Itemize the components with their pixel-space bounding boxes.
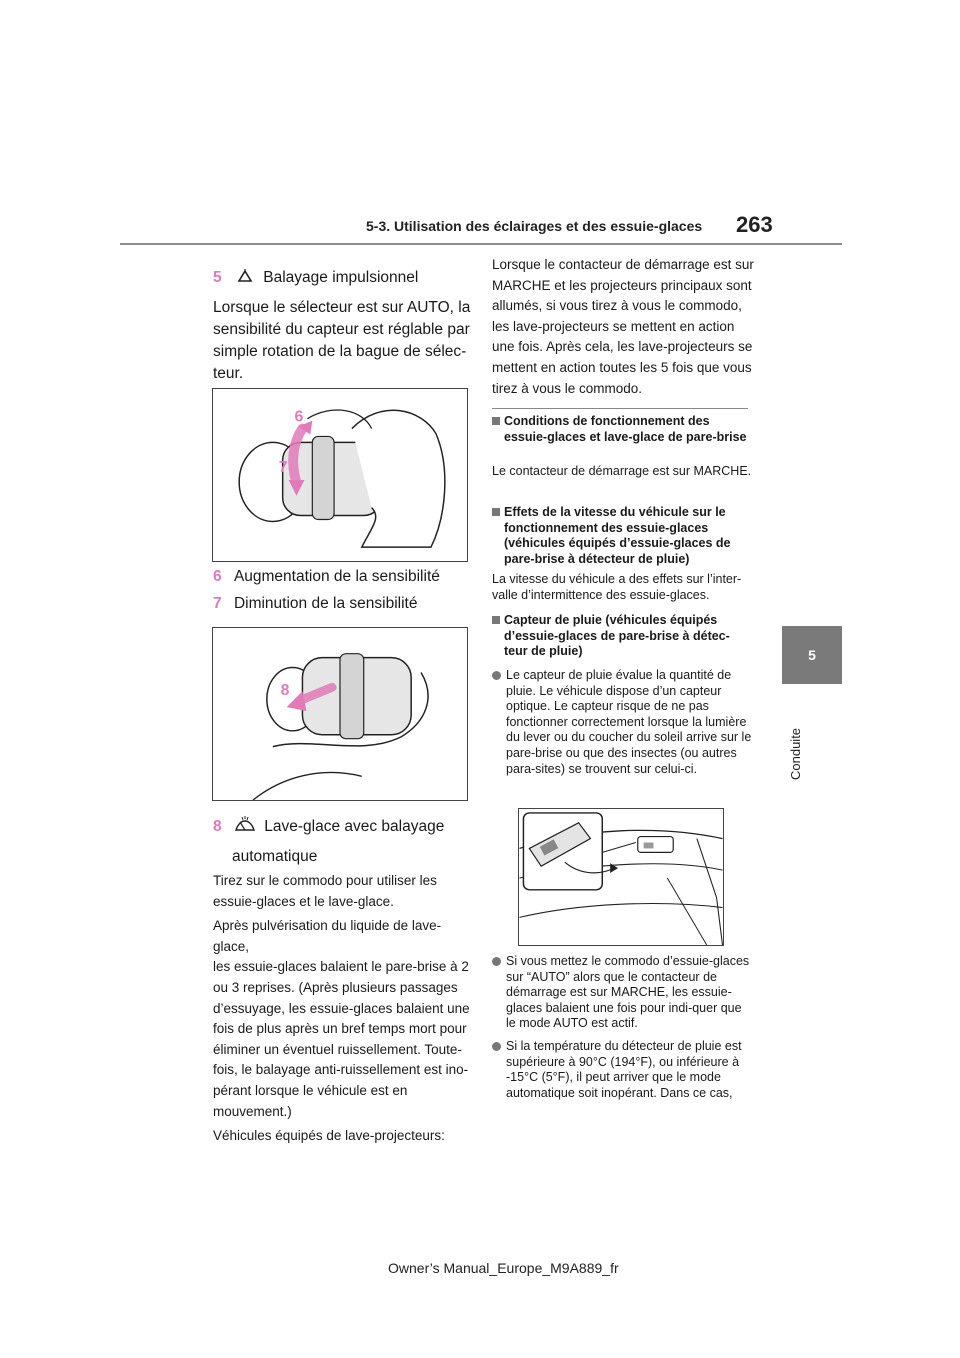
item-6-label: Augmentation de la sensibilité (233, 568, 440, 585)
page-number: 263 (736, 212, 773, 237)
body-line: Véhicules équipés de lave-projecteurs: (213, 1128, 445, 1144)
chapter-tab-number: 5 (808, 647, 816, 663)
auto-sensitivity-text (213, 297, 475, 385)
item-8 (213, 816, 473, 838)
chapter-tab-label-text: Conduite (788, 727, 803, 780)
body-line: d’essuyage, les essuie-glaces balaient une (213, 1000, 470, 1016)
bullet-auto-mode-text: Si vous mettez le commodo d’essuie-glaces sur “AUTO” alors que le contacteur de démarrage est sur MARCHE, les essuie-glaces balaient une fois pour indi-quer que le mode AUTO est actif. (506, 954, 750, 1031)
body-line: les essuie-glaces balaient le pare-brise à 2 (213, 959, 469, 975)
hand-rotating-ring-illustration (213, 389, 467, 561)
figure-label-6: 6 (294, 408, 304, 426)
item-6-number: 6 (213, 568, 222, 585)
chapter-tab-label (786, 692, 806, 782)
body-line: éliminer un éventuel ruissellement. Toute- (213, 1041, 462, 1057)
rain-sensor-figure (518, 808, 724, 946)
bullet-temperature-text: Si la température du détecteur de pluie est supérieure à 90°C (194°F), ou inférieure à -15°C (5°F), il peut arriver que le mode automatique soit inopérant. Dans ce cas, (506, 1039, 742, 1100)
heading-speed-effects-text: Effets de la vitesse du véhicule sur le fonctionnement des essuie-glaces (véhicules équipés d’essuie-glaces de pare-brise à détecteur de pluie) (504, 505, 731, 566)
hand-pulling-lever-illustration (213, 628, 467, 800)
intro-line: Lorsque le contacteur de démarrage est sur (492, 257, 754, 272)
auto-text-line: sensibilité du capteur est réglable par (213, 321, 470, 338)
item-7-number: 7 (213, 595, 222, 612)
paragraph-speed-effects: La vitesse du véhicule a des effets sur l’inter-valle d’intermittence des essuie-glaces. (492, 572, 742, 602)
auto-text-line: Lorsque le sélecteur est sur AUTO, la (213, 299, 471, 316)
square-bullet-icon (492, 417, 500, 425)
round-bullet-icon (492, 957, 501, 966)
header-rule (120, 243, 842, 245)
body-line: Tirez sur le commodo pour utiliser les (213, 873, 437, 888)
washer-body-text (213, 871, 475, 1147)
section-divider (492, 408, 748, 409)
item-5-label: Balayage impulsionnel (263, 269, 419, 286)
intro-line: allumés, si vous tirez à vous le commodo, (492, 298, 742, 314)
heading-rain-sensor-text: Capteur de pluie (véhicules équipés d’essuie-glaces de pare-brise à détec-teur de pluie) (504, 613, 730, 659)
intro-line: une fois. Après cela, les lave-projecteurs se (492, 339, 753, 355)
body-line: fois, le balayage anti-ruissellement est ino- (213, 1062, 469, 1078)
auto-text-line: simple rotation de la bague de sélec- (213, 343, 467, 360)
auto-text-line: teur. (213, 365, 244, 382)
item-7-label: Diminution de la sensibilité (233, 595, 418, 612)
washer-pull-figure (212, 627, 468, 801)
item-8-number: 8 (213, 818, 222, 835)
figure-label-7: 7 (278, 459, 288, 477)
sensitivity-ring-figure (212, 388, 468, 562)
round-bullet-icon (492, 671, 501, 680)
body-line: essuie-glaces et le lave-glace. (213, 893, 394, 909)
item-8-label-cont: automatique (232, 848, 318, 865)
body-line: fois de plus après un bref temps mort pour (213, 1021, 467, 1037)
washer-wipe-icon (234, 816, 256, 834)
bullet-rain-sensor-text: Le capteur de pluie évalue la quantité de pluie. Le véhicule dispose d’un capteur optique. Le capteur risque de ne pas fonctionner correctement lorsque la lumière du lever ou du coucher du soleil arrive sur le pare-brise ou que des insectes (ou autres para-sites) se trouvent sur celui-ci. (506, 668, 752, 776)
intro-line: tirez à vous le commodo. (492, 380, 643, 396)
round-bullet-icon (492, 1042, 501, 1051)
chapter-tab (782, 626, 842, 684)
body-line: ou 3 reprises. (Après plusieurs passages (213, 979, 458, 995)
item-5 (213, 267, 473, 289)
intro-line: MARCHE et les projecteurs principaux sont (492, 277, 752, 293)
intermittent-wipe-icon (236, 268, 254, 282)
item-8-label: Lave-glace avec balayage (264, 818, 445, 835)
body-line: mouvement.) (213, 1103, 292, 1119)
item-7 (213, 593, 473, 615)
intro-line: les lave-projecteurs se mettent en action (492, 318, 735, 334)
body-line: pérant lorsque le véhicule est en (213, 1082, 408, 1098)
rain-sensor-windshield-illustration (519, 809, 723, 945)
figure-label-8: 8 (280, 682, 290, 700)
footer-manual-id: Owner’s Manual_Europe_M9A889_fr (388, 1260, 619, 1276)
body-line: Après pulvérisation du liquide de lave-glace, (213, 918, 442, 954)
intro-line: mettent en action toutes les 5 fois que vous (492, 359, 752, 375)
item-6 (213, 566, 473, 588)
heading-conditions-text: Conditions de fonctionnement des essuie-glaces et lave-glace de pare-brise (504, 414, 747, 444)
headlight-washer-text (492, 255, 754, 399)
paragraph-conditions: Le contacteur de démarrage est sur MARCHE. (492, 464, 752, 478)
item-5-number: 5 (213, 269, 222, 286)
square-bullet-icon (492, 616, 500, 624)
section-title: 5-3. Utilisation des éclairages et des essuie-glaces (366, 218, 703, 234)
square-bullet-icon (492, 508, 500, 516)
